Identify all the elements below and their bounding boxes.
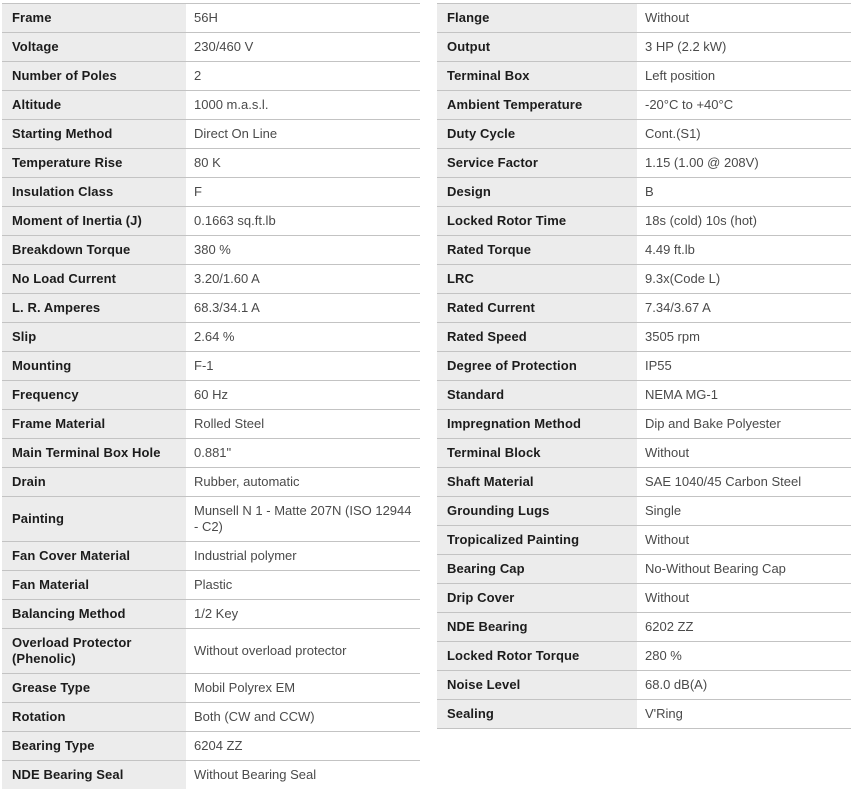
spec-label: Duty Cycle [437,120,637,149]
spec-value: 0.1663 sq.ft.lb [186,207,420,236]
spec-value: 3505 rpm [637,323,851,352]
spec-label: Rotation [2,703,186,732]
spec-label: Number of Poles [2,62,186,91]
spec-row [2,236,420,265]
spec-value: Dip and Bake Polyester [637,410,851,439]
spec-label: Bearing Cap [437,555,637,584]
spec-value: Rubber, automatic [186,468,420,497]
spec-value: 3 HP (2.2 kW) [637,33,851,62]
spec-row [2,294,420,323]
spec-value: 18s (cold) 10s (hot) [637,207,851,236]
spec-value: Without [637,439,851,468]
spec-row [2,149,420,178]
spec-value: 68.3/34.1 A [186,294,420,323]
spec-value: 380 % [186,236,420,265]
spec-label: Temperature Rise [2,149,186,178]
spec-value: 230/460 V [186,33,420,62]
spec-value: 56H [186,4,420,33]
spec-row [2,410,420,439]
spec-value: 2 [186,62,420,91]
spec-label: Mounting [2,352,186,381]
spec-row [437,439,851,468]
spec-row [2,4,420,33]
spec-value: Without [637,4,851,33]
spec-value: Without Bearing Seal [186,761,420,789]
spec-value: 6202 ZZ [637,613,851,642]
spec-label: Service Factor [437,149,637,178]
spec-row [2,497,420,542]
spec-label: NDE Bearing [437,613,637,642]
spec-value: 6204 ZZ [186,732,420,761]
spec-row [437,149,851,178]
spec-row [437,642,851,671]
spec-label: Rated Speed [437,323,637,352]
spec-row [2,352,420,381]
spec-value: 1/2 Key [186,600,420,629]
spec-label: Ambient Temperature [437,91,637,120]
spec-value: 7.34/3.67 A [637,294,851,323]
spec-label: No Load Current [2,265,186,294]
spec-row [2,468,420,497]
spec-row [2,761,420,789]
spec-row [437,410,851,439]
spec-value: 0.881" [186,439,420,468]
spec-table-left [2,3,420,789]
spec-row [2,323,420,352]
spec-row [437,91,851,120]
spec-label: Rated Current [437,294,637,323]
spec-row [437,62,851,91]
spec-value: F-1 [186,352,420,381]
spec-row [2,600,420,629]
spec-label: Frequency [2,381,186,410]
spec-value: 1000 m.a.s.l. [186,91,420,120]
spec-label: Balancing Method [2,600,186,629]
spec-value: Munsell N 1 - Matte 207N (ISO 12944 - C2) [186,497,420,542]
spec-value: Without [637,584,851,613]
spec-row [437,207,851,236]
spec-row [437,584,851,613]
spec-label: Fan Material [2,571,186,600]
spec-row [2,542,420,571]
spec-value: 68.0 dB(A) [637,671,851,700]
spec-label: Flange [437,4,637,33]
spec-label: Degree of Protection [437,352,637,381]
spec-label: Frame [2,4,186,33]
spec-row [437,265,851,294]
spec-label: L. R. Amperes [2,294,186,323]
spec-value: Mobil Polyrex EM [186,674,420,703]
spec-row [437,671,851,700]
spec-value: Rolled Steel [186,410,420,439]
spec-row [2,381,420,410]
spec-row [437,700,851,729]
spec-row [2,703,420,732]
spec-label: Standard [437,381,637,410]
spec-label: Locked Rotor Torque [437,642,637,671]
spec-value: Plastic [186,571,420,600]
spec-row [2,265,420,294]
spec-table-right-body [437,4,851,729]
spec-value: IP55 [637,352,851,381]
spec-label: Fan Cover Material [2,542,186,571]
spec-label: Shaft Material [437,468,637,497]
spec-value: -20°C to +40°C [637,91,851,120]
spec-row [2,120,420,149]
spec-value: SAE 1040/45 Carbon Steel [637,468,851,497]
spec-label: Sealing [437,700,637,729]
spec-value: 2.64 % [186,323,420,352]
spec-label: Terminal Box [437,62,637,91]
spec-label: Noise Level [437,671,637,700]
spec-row [437,497,851,526]
spec-row [437,4,851,33]
spec-label: Terminal Block [437,439,637,468]
spec-label: Frame Material [2,410,186,439]
spec-value: 80 K [186,149,420,178]
spec-row [437,120,851,149]
spec-label: Grease Type [2,674,186,703]
spec-value: No-Without Bearing Cap [637,555,851,584]
spec-label: Grounding Lugs [437,497,637,526]
spec-value: B [637,178,851,207]
spec-row [437,352,851,381]
spec-row [437,526,851,555]
spec-label: Starting Method [2,120,186,149]
spec-label: Rated Torque [437,236,637,265]
spec-row [437,33,851,62]
spec-table-left-body [2,4,420,789]
spec-label: Overload Protector (Phenolic) [2,629,186,674]
spec-label: Moment of Inertia (J) [2,207,186,236]
spec-label: Main Terminal Box Hole [2,439,186,468]
spec-value: Left position [637,62,851,91]
spec-value: Without overload protector [186,629,420,674]
spec-value: 3.20/1.60 A [186,265,420,294]
spec-value: 9.3x(Code L) [637,265,851,294]
spec-row [2,91,420,120]
spec-label: Output [437,33,637,62]
spec-value: Single [637,497,851,526]
spec-value: Cont.(S1) [637,120,851,149]
spec-value: Industrial polymer [186,542,420,571]
spec-label: Slip [2,323,186,352]
spec-row [2,207,420,236]
spec-row [2,33,420,62]
spec-label: Drain [2,468,186,497]
spec-label: Locked Rotor Time [437,207,637,236]
spec-label: Bearing Type [2,732,186,761]
spec-row [437,178,851,207]
spec-table-right [437,3,851,729]
spec-row [2,732,420,761]
spec-value: 4.49 ft.lb [637,236,851,265]
spec-row [437,468,851,497]
spec-label: Tropicalized Painting [437,526,637,555]
spec-value: F [186,178,420,207]
spec-label: Impregnation Method [437,410,637,439]
spec-row [2,674,420,703]
spec-value: Without [637,526,851,555]
spec-value: 1.15 (1.00 @ 208V) [637,149,851,178]
spec-label: Design [437,178,637,207]
spec-row [2,178,420,207]
spec-label: Altitude [2,91,186,120]
spec-value: 60 Hz [186,381,420,410]
spec-row [437,294,851,323]
spec-row [2,571,420,600]
spec-value: Direct On Line [186,120,420,149]
spec-label: Breakdown Torque [2,236,186,265]
spec-label: LRC [437,265,637,294]
spec-label: Voltage [2,33,186,62]
spec-value: V'Ring [637,700,851,729]
spec-row [437,236,851,265]
spec-row [437,613,851,642]
spec-row [2,629,420,674]
spec-value: Both (CW and CCW) [186,703,420,732]
spec-label: NDE Bearing Seal [2,761,186,789]
spec-value: 280 % [637,642,851,671]
spec-row [2,439,420,468]
spec-row [437,555,851,584]
spec-label: Drip Cover [437,584,637,613]
spec-label: Painting [2,497,186,542]
spec-label: Insulation Class [2,178,186,207]
spec-row [437,323,851,352]
spec-row [2,62,420,91]
spec-value: NEMA MG-1 [637,381,851,410]
spec-row [437,381,851,410]
